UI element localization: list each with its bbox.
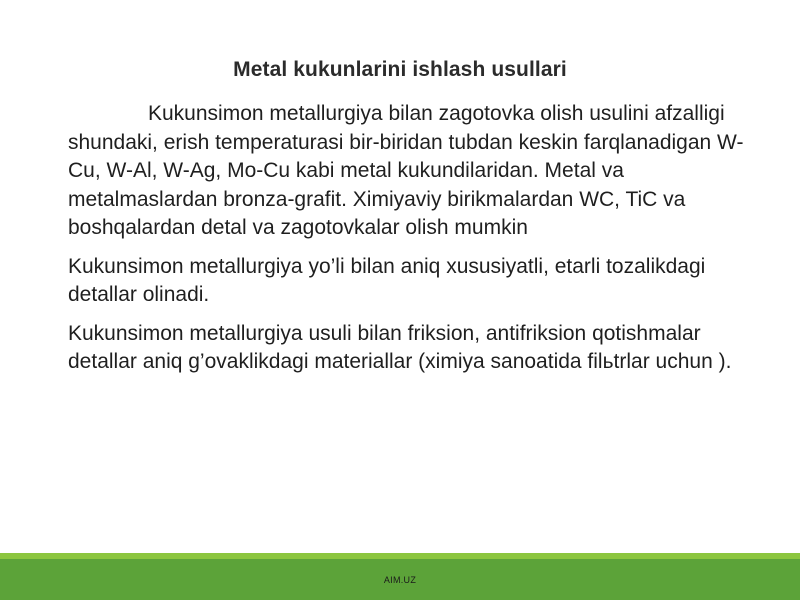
paragraph-2: Kukunsimon metallurgiya yo’li bilan aniq xususiyatli, etarli tozalikdagi detallar olinadi. (68, 254, 706, 306)
footer-source-label: AIM.UZ (383, 575, 417, 585)
paragraph-3: Kukunsimon metallurgiya usuli bilan friksion, antifriksion qotishmalar detallar aniq g’ovaklikdagi materiallar (ximiya sanoatida filьtrlar uchun ). (68, 321, 732, 373)
paragraph-1: Kukunsimon metallurgiya bilan zagotovka olish usulini afzalligi shundaki, erish temperaturasi bir-biridan tubdan keskin farqlanadigan W-Cu, W-Al, W-Ag, Mo-Cu kabi metal kukundilaridan. Metal va metalmaslardan bronza-grafit. Ximiyaviy birikmalardan WC, TiC va boshqalardan detal va zagotovkalar olish mumkin (68, 102, 744, 239)
slide-title: Metal kukunlarini ishlash usullari (233, 58, 567, 81)
slide-body (68, 100, 748, 387)
